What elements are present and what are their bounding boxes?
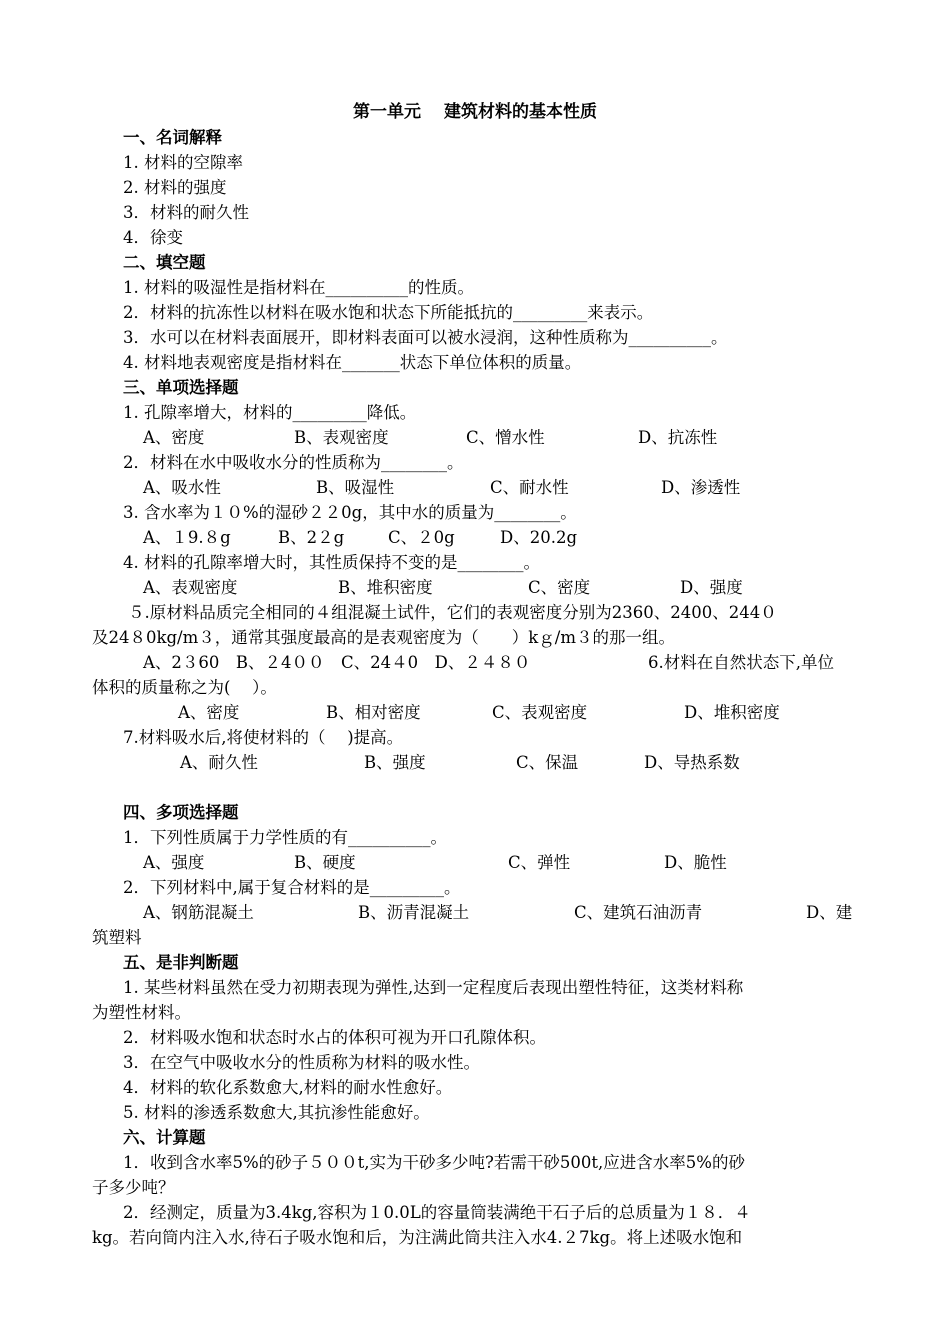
option: D、建 (806, 903, 853, 922)
judgment-item: 4．材料的软化系数愈大,材料的耐水性愈好。 (123, 1078, 453, 1097)
option: C、保温 (516, 753, 579, 772)
definition-item: 2. 材料的强度 (123, 178, 227, 197)
section-heading-single-choice: 三、单项选择题 (123, 378, 239, 397)
option: D、脆性 (664, 853, 727, 872)
question-text: 7.材料吸水后,将使材料的（ )提高。 (123, 728, 404, 747)
option: C、２0g (388, 528, 455, 547)
option: A、耐久性 (180, 753, 258, 772)
calculation-item: 1．收到含水率5%的砂子５００t,实为干砂多少吨?若需干砂500t,应进含水率5%的砂 (123, 1153, 745, 1172)
option-row: A、2３60 B、２4００ C、24４0 D、２４８０ (143, 653, 531, 672)
calculation-item-cont: kg。若向筒内注入水,待石子吸水饱和后，为注满此筒共注入水4.２7kg。将上述吸水饱和 (92, 1228, 743, 1247)
option: C、耐水性 (490, 478, 569, 497)
option: B、2２g (278, 528, 345, 547)
option: A、表观密度 (143, 578, 238, 597)
option: B、吸湿性 (316, 478, 395, 497)
section-heading-multi-choice: 四、多项选择题 (123, 803, 239, 822)
question-text: ５.原材料品质完全相同的４组混凝土试件，它们的表观密度分别为2360、2400、244０ (128, 603, 777, 622)
option: B、堆积密度 (338, 578, 433, 597)
question-text: 3. 含水率为１０%的湿砂２２0g，其中水的质量为________。 (123, 503, 577, 522)
option: D、渗透性 (661, 478, 741, 497)
option: C、弹性 (508, 853, 571, 872)
option: B、沥青混凝土 (358, 903, 470, 922)
option: C、密度 (528, 578, 591, 597)
judgment-item: 3．在空气中吸收水分的性质称为材料的吸水性。 (123, 1053, 480, 1072)
definition-item: 1. 材料的空隙率 (123, 153, 243, 172)
calculation-item: 2．经测定，质量为3.4kg,容积为１0.0L的容量筒装满绝干石子后的总质量为１８．４ (123, 1203, 751, 1222)
option: B、表观密度 (294, 428, 389, 447)
question-text: 4. 材料的孔隙率增大时，其性质保持不变的是________。 (123, 553, 540, 572)
option: C、表观密度 (492, 703, 588, 722)
definition-item: 4．徐变 (123, 228, 183, 247)
section-heading-fill-blank: 二、填空题 (123, 253, 206, 272)
question-text: 1. 孔隙率增大，材料的_________降低。 (123, 403, 417, 422)
fill-blank-item: 3．水可以在材料表面展开，即材料表面可以被水浸润，这种性质称为__________。 (123, 328, 728, 347)
option: D、强度 (680, 578, 743, 597)
option: D、20.2g (500, 528, 578, 547)
fill-blank-item: 2．材料的抗冻性以材料在吸水饱和状态下所能抵抗的_________来表示。 (123, 303, 654, 322)
judgment-item: 5. 材料的渗透系数愈大,其抗渗性能愈好。 (123, 1103, 430, 1122)
judgment-item: 2．材料吸水饱和状态时水占的体积可视为开口孔隙体积。 (123, 1028, 546, 1047)
option: B、强度 (364, 753, 426, 772)
question-text-cont: 及24８0kg/m３，通常其强度最高的是表观密度为（ ）kｇ/m３的那一组。 (92, 628, 675, 647)
option: B、硬度 (294, 853, 356, 872)
option: A、吸水性 (143, 478, 221, 497)
section-heading-true-false: 五、是非判断题 (123, 953, 239, 972)
option: D、抗冻性 (638, 428, 718, 447)
option: A、钢筋混凝土 (143, 903, 254, 922)
calculation-item-cont: 子多少吨？ (92, 1178, 175, 1197)
option: A、强度 (143, 853, 205, 872)
option-cont: 筑塑料 (92, 928, 142, 947)
fill-blank-item: 1. 材料的吸湿性是指材料在__________的性质。 (123, 278, 474, 297)
question-text: 2．下列材料中,属于复合材料的是_________。 (123, 878, 461, 897)
option: C、建筑石油沥青 (574, 903, 703, 922)
option: A、密度 (178, 703, 240, 722)
option: A、１9.８g (143, 528, 231, 547)
question-text: 2．材料在水中吸收水分的性质称为________。 (123, 453, 464, 472)
section-heading-definitions: 一、名词解释 (123, 128, 222, 147)
fill-blank-item: 4. 材料地表观密度是指材料在_______状态下单位体积的质量。 (123, 353, 582, 372)
option: C、憎水性 (466, 428, 545, 447)
option: A、密度 (143, 428, 205, 447)
judgment-item: 1. 某些材料虽然在受力初期表现为弹性,达到一定程度后表现出塑性特征，这类材料称 (123, 978, 744, 997)
definition-item: 3．材料的耐久性 (123, 203, 249, 222)
question-text: 6.材料在自然状态下,单位 (648, 653, 834, 672)
option: D、导热系数 (644, 753, 740, 772)
question-text-cont: 体积的质量称之为( ）。 (92, 678, 277, 697)
judgment-item-cont: 为塑性材料。 (92, 1003, 191, 1022)
question-text: 1．下列性质属于力学性质的有__________。 (123, 828, 447, 847)
option: D、堆积密度 (684, 703, 780, 722)
page-title: 第一单元 建筑材料的基本性质 (353, 102, 597, 122)
option: B、相对密度 (326, 703, 421, 722)
section-heading-calculation: 六、计算题 (123, 1128, 206, 1147)
